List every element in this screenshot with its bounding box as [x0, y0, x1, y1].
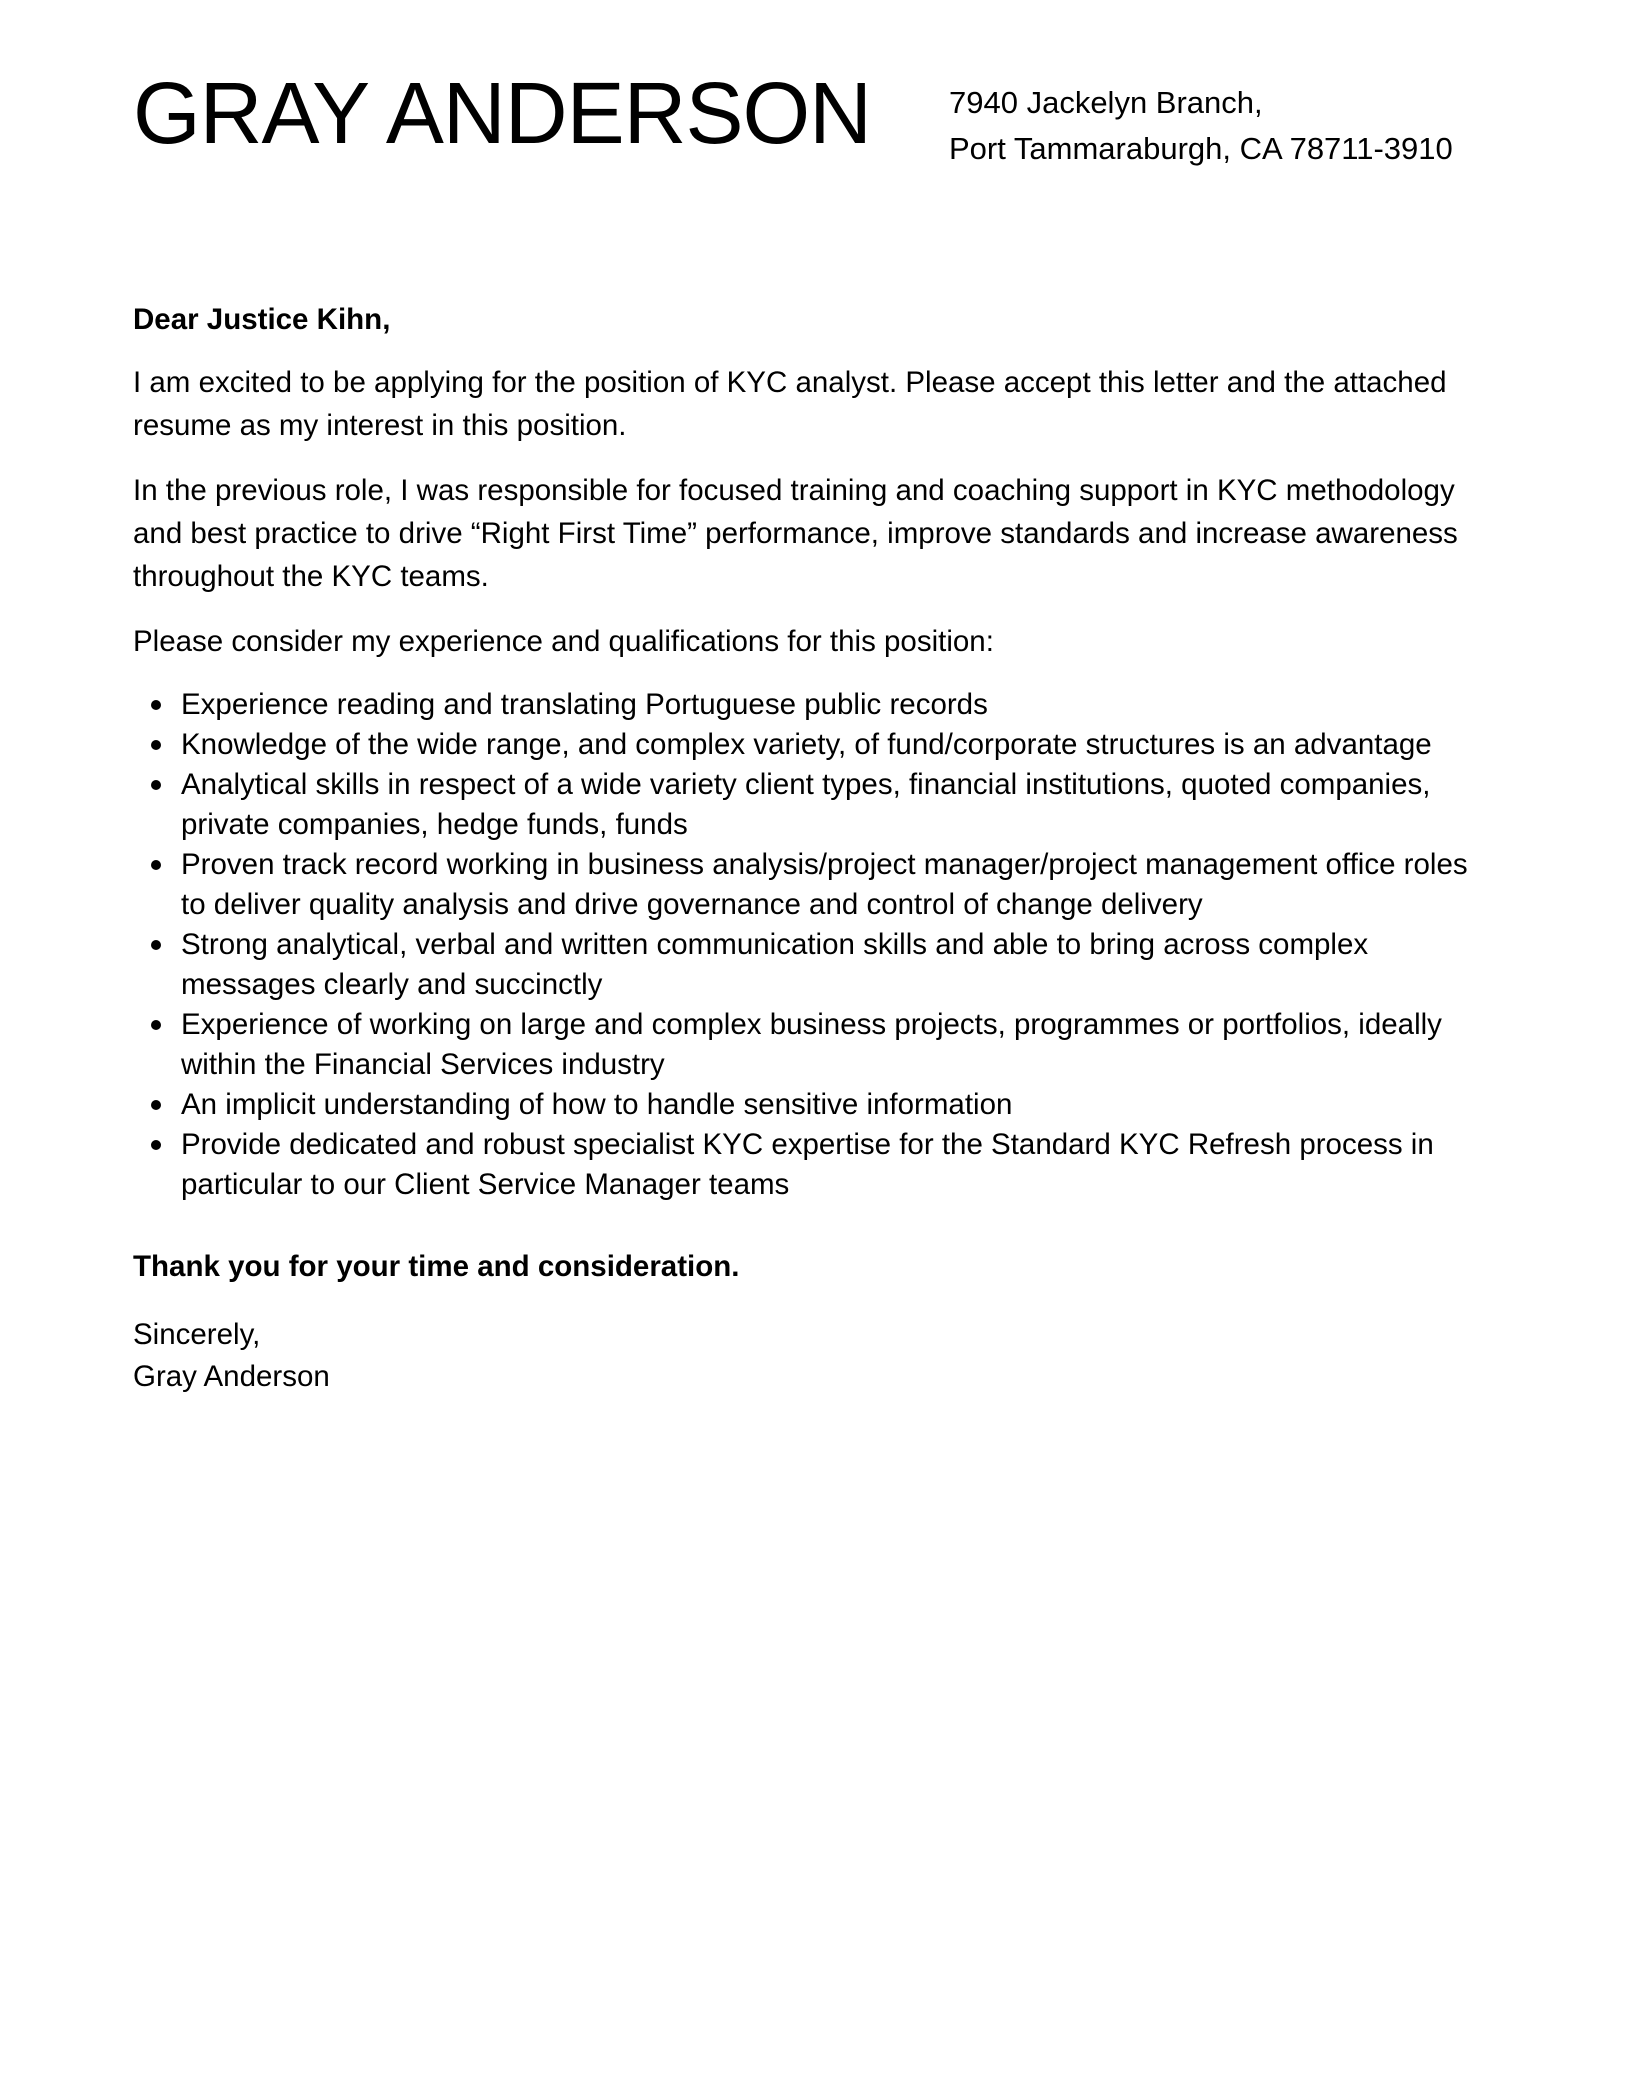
- signoff-block: [133, 1314, 1493, 1398]
- list-item-text: Strong analytical, verbal and written communication skills and able to bring across complex messages clearly and succinctly: [181, 928, 1369, 1001]
- list-item: [181, 1125, 1493, 1205]
- address-line-1: 7940 Jackelyn Branch,: [949, 85, 1263, 120]
- applicant-name: GRAY ANDERSON: [133, 65, 871, 162]
- list-item-text: Proven track record working in business analysis/project manager/project management office roles to deliver quality analysis and drive governance and control of change delivery: [181, 848, 1468, 921]
- bullet-icon: [151, 1100, 161, 1110]
- list-item: [181, 845, 1493, 925]
- list-item: [181, 725, 1493, 765]
- intro-paragraph: I am excited to be applying for the position of KYC analyst. Please accept this letter and the attached resume as my interest in this position.: [133, 366, 1447, 442]
- bullet-icon: [151, 1020, 161, 1030]
- bullet-icon: [151, 1140, 161, 1150]
- bullet-icon: [151, 740, 161, 750]
- list-item: [181, 1005, 1493, 1085]
- list-item-text: Provide dedicated and robust specialist KYC expertise for the Standard KYC Refresh process in particular to our Client Service Manager teams: [181, 1128, 1434, 1201]
- list-item: [181, 925, 1493, 1005]
- experience-paragraph: In the previous role, I was responsible for focused training and coaching support in KYC methodology and best practice to drive “Right First Time” performance, improve standards and increase awareness throughout the KYC teams.: [133, 474, 1458, 593]
- list-item-text: Knowledge of the wide range, and complex variety, of fund/corporate structures is an advantage: [181, 728, 1432, 761]
- list-item: [181, 1085, 1493, 1125]
- qualifications-list: [133, 685, 1493, 1205]
- bullet-icon: [151, 780, 161, 790]
- list-item: [181, 765, 1493, 845]
- signature: Gray Anderson: [133, 1360, 330, 1393]
- bullet-icon: [151, 700, 161, 710]
- qualifications-intro: Please consider my experience and qualifications for this position:: [133, 625, 994, 658]
- list-item: [181, 685, 1493, 725]
- list-item-text: Analytical skills in respect of a wide variety client types, financial institutions, quoted companies, private companies, hedge funds, funds: [181, 768, 1431, 841]
- signoff: Sincerely,: [133, 1318, 261, 1351]
- applicant-address: [949, 80, 1453, 172]
- list-item-text: An implicit understanding of how to handle sensitive information: [181, 1088, 1013, 1121]
- list-item-text: Experience reading and translating Portuguese public records: [181, 688, 988, 721]
- salutation: Dear Justice Kihn,: [133, 303, 391, 336]
- address-line-2: Port Tammaraburgh, CA 78711-3910: [949, 131, 1453, 166]
- bullet-icon: [151, 860, 161, 870]
- closing-line: Thank you for your time and consideration.: [133, 1250, 740, 1283]
- bullet-icon: [151, 940, 161, 950]
- list-item-text: Experience of working on large and complex business projects, programmes or portfolios, ideally within the Financial Services industry: [181, 1008, 1442, 1081]
- letter-body: [133, 298, 1493, 1398]
